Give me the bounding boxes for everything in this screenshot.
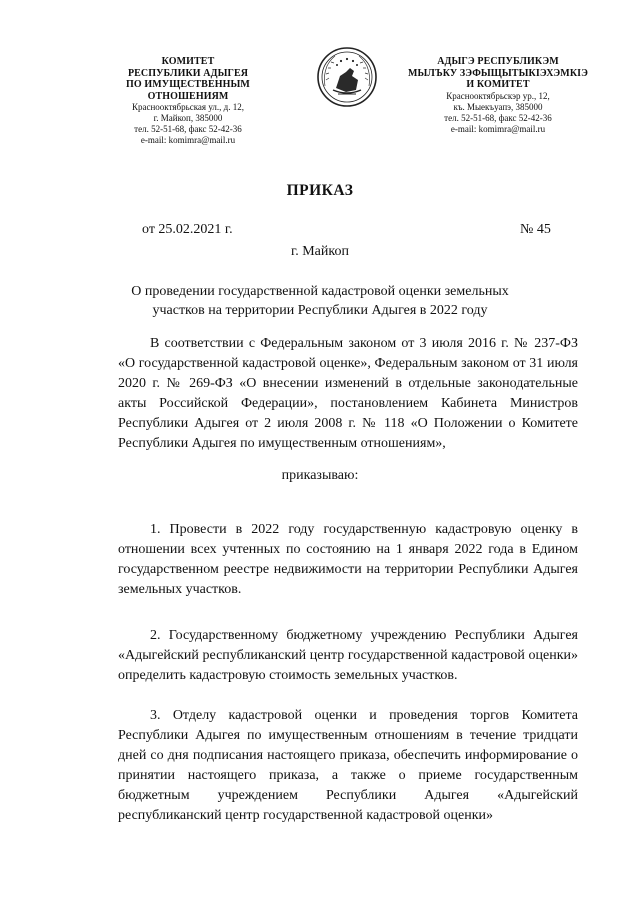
order-word: приказываю: bbox=[281, 468, 359, 483]
intro-paragraph: В соответствии с Федеральным законом от 3 июля 2016 г. № 237-ФЗ «О государственной кадастровой оценке», Федеральным законом от 31 июля 2020 г. № 269-ФЗ «О внесении изменений в отдельные законодательные акты Российской Федерации», постановлением Кабинета Министров Республики Адыгея от 2 июля 2008 г. № 118 «О Положении о Комитете Республики Адыгея по имущественным отношениям», bbox=[118, 336, 578, 451]
document-city: г. Майкоп bbox=[291, 244, 349, 259]
email-line: e-mail: komimra@mail.ru bbox=[140, 135, 236, 145]
org-name-line: И КОМИТЕТ bbox=[466, 79, 530, 90]
order-item-2: 2. Государственному бюджетному учреждению Республики Адыгея «Адыгейский республиканский центр государственной кадастровой оценки» определить кадастровую стоимость земельных участков. bbox=[118, 628, 578, 683]
address-line: Краснооктябрьскэр ур., 12, bbox=[446, 90, 550, 101]
org-name-line: РЕСПУБЛИКИ АДЫГЕЯ bbox=[127, 67, 249, 79]
address-line: къ. Мыекъуапэ, 385000 bbox=[453, 101, 543, 112]
letterhead-right bbox=[398, 56, 598, 135]
org-name-line: МЫЛЪКУ ЗЭФЫЩЫТЫКIЭХЭМКIЭ bbox=[407, 67, 589, 79]
address-line: г. Майкоп, 385000 bbox=[153, 113, 223, 123]
phone-line: тел. 52-51-68, факс 52-42-36 bbox=[134, 124, 242, 134]
org-name-line: ПО ИМУЩЕСТВЕННЫМ ОТНОШЕНИЯМ bbox=[126, 79, 250, 102]
document-subject: О проведении государственной кадастровой оценки земельных участков на территории Республики Адыгея в 2022 году bbox=[131, 284, 509, 318]
letterhead-left bbox=[88, 56, 288, 146]
document-title: ПРИКАЗ bbox=[286, 182, 354, 199]
email-line: e-mail: komimra@mail.ru bbox=[450, 123, 546, 134]
document-date: от 25.02.2021 г. bbox=[142, 222, 233, 237]
org-name-line: АДЫГЭ РЕСПУБЛИКЭМ bbox=[437, 56, 559, 67]
org-name-line: КОМИТЕТ bbox=[161, 56, 215, 67]
order-item-1: 1. Провести в 2022 году государственную кадастровую оценку в отношении всех учтенных по состоянию на 1 января 2022 года в Едином государственном реестре недвижимости на территории Республики Адыгея земельных участков. bbox=[118, 522, 578, 597]
address-line: Краснооктябрьская ул., д. 12, bbox=[132, 102, 244, 112]
adygea-coat-of-arms-icon bbox=[316, 46, 378, 108]
order-item-3: 3. Отделу кадастровой оценки и проведения торгов Комитета Республики Адыгея по имущественным отношениям в течение тридцати дней со дня подписания настоящего приказа, обеспечить информирование о принятии настоящего приказа, а также о приеме государственным бюджетным учреждением Республики Адыгея «Адыгейский республиканский центр государственной кадастровой оценки» bbox=[118, 708, 578, 823]
phone-line: тел. 52-51-68, факс 52-42-36 bbox=[444, 112, 552, 123]
document-number: № 45 bbox=[520, 222, 551, 237]
